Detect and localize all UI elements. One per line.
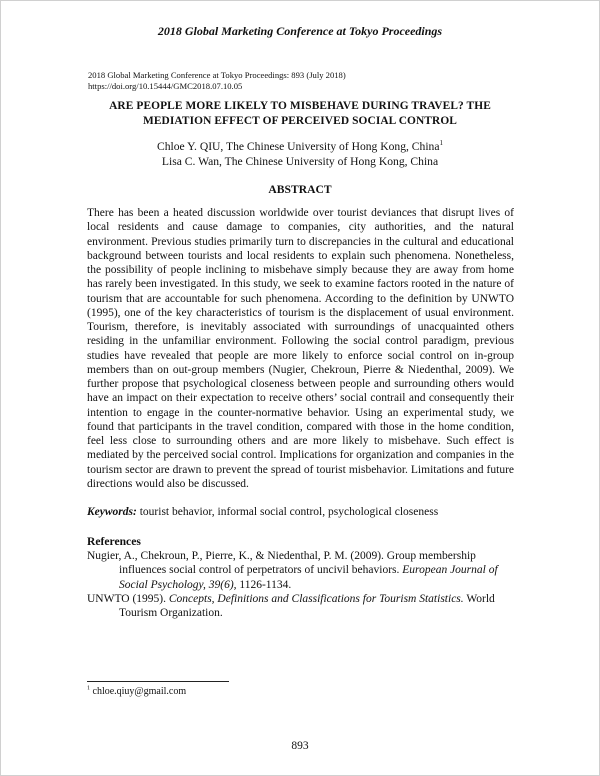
reference-item <box>87 592 514 621</box>
reference-journal: Concepts, Definitions and Classifications for Tourism Statistics. <box>168 592 464 605</box>
footnote-email[interactable]: chloe.qiuy@gmail.com <box>90 686 187 697</box>
title-line: MEDIATION EFFECT OF PERCEIVED SOCIAL CONTROL <box>143 115 457 127</box>
page-number: 893 <box>291 740 309 752</box>
footnote-marker: 1 <box>87 685 90 692</box>
author-line <box>90 139 510 154</box>
keywords <box>87 506 514 518</box>
keywords-text: tourist behavior, informal social control, psychological closeness <box>136 506 439 518</box>
reference-tail: 1126-1134. <box>236 578 292 591</box>
author-affiliation: Lisa C. Wan, The Chinese University of Hong Kong, China <box>161 155 439 168</box>
footnote-marker[interactable]: 1 <box>439 139 444 148</box>
citation-block <box>88 70 518 92</box>
reference-tail: World Tourism Organization. <box>119 592 495 619</box>
reference-item <box>87 549 514 592</box>
author-line <box>90 154 510 169</box>
paper-title <box>90 99 510 129</box>
reference-text: UNWTO (1995). <box>87 592 169 605</box>
running-head: 2018 Global Marketing Conference at Tokyo Proceedings <box>157 24 443 38</box>
author-affiliation: Chloe Y. QIU, The Chinese University of Hong Kong, China <box>156 140 440 153</box>
abstract-heading: ABSTRACT <box>268 183 332 196</box>
title-line: ARE PEOPLE MORE LIKELY TO MISBEHAVE DURING TRAVEL? THE <box>109 100 491 112</box>
reference-text: Nugier, A., Chekroun, P., Pierre, K., & Niedenthal, P. M. (2009). Group membership influences social control of perpetrators of uncivil behaviors. <box>87 550 476 577</box>
footnote <box>87 686 186 697</box>
keywords-label: Keywords: <box>87 506 137 518</box>
references-heading: References <box>87 535 141 548</box>
author-list <box>90 139 510 169</box>
reference-journal: European Journal of Social Psychology, 39(6), <box>119 564 498 591</box>
abstract-text: There has been a heated discussion worldwide over tourist deviances that disrupt lives of local residents and cause damage to companies, city authorities, and the natural environment. Previous studies primarily turn to discrepancies in the cultural and educational background between tourists and local residents to explain such phenomena. Nonetheless, the possibility of people inclining to misbehave simply because they are away from home has rarely been investigated. In this study, we seek to examine factors rooted in the nature of tourism that are accountable for such phenomena. According to the definition by UNWTO (1995), one of the key characteristics of tourism is the displacement of usual environment. Tourism, therefore, is inevitably associated with surroundings of unacquainted others residing in the unfamiliar environment. Following the social control paradigm, previous studies have revealed that people are more likely to enforce social control on in-group members than on out-group members (Nugier, Chekroun, Pierre & Niedenthal, 2009). We further propose that psychological closeness between people and surrounding others would have an impact on their expectation to receive others’ social contrail and consequently their intention to engage in the counter-normative behavior. Using an experimental study, we found that participants in the travel condition, compared with those in the home condition, feel less close to surrounding others and are more likely to misbehave. Such effect is mediated by the perceived social control. Implications for organization and companies in the tourism sector are drawn to prevent the spread of tourist misbehavior. Limitations and future directions would also be discussed. <box>87 207 514 490</box>
footnote-divider <box>87 681 229 682</box>
doi-link[interactable]: https://doi.org/10.15444/GMC2018.07.10.05 <box>88 81 243 91</box>
reference-list <box>87 549 514 620</box>
citation-line: 2018 Global Marketing Conference at Tokyo Proceedings: 893 (July 2018) <box>88 70 346 80</box>
